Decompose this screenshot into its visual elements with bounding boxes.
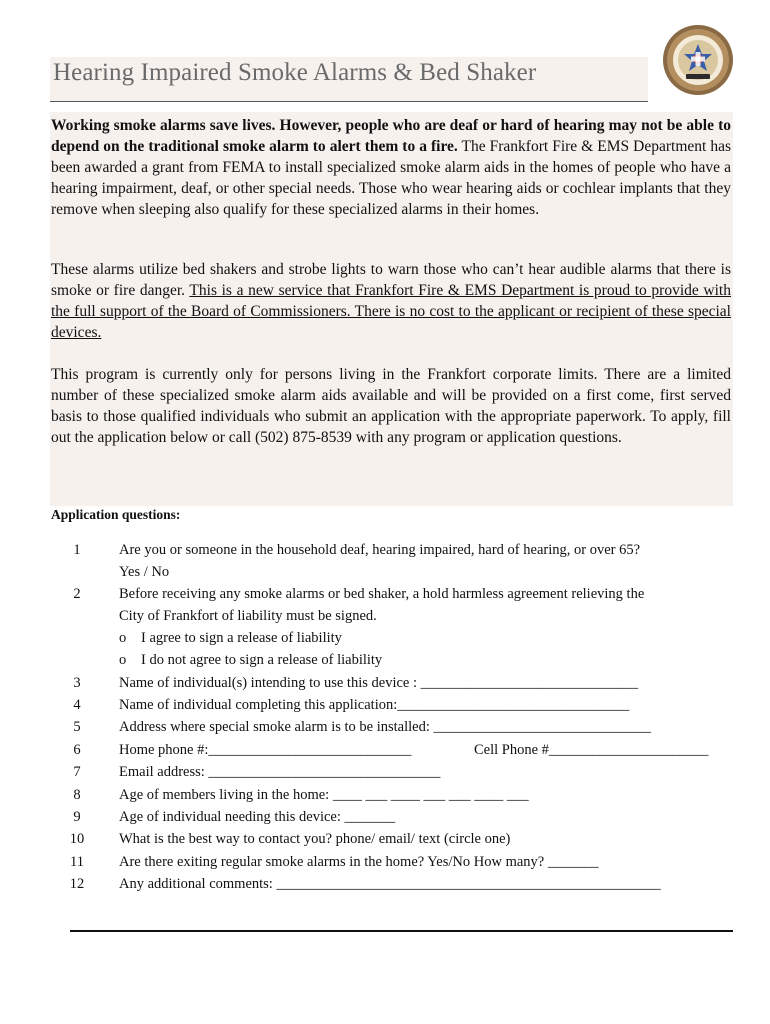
question-number: 2 xyxy=(73,586,81,602)
question-number: 1 xyxy=(73,542,81,558)
question-text: What is the best way to contact you? phone/ email/ text (circle one) xyxy=(119,831,511,847)
intro-paragraph-1-text: The Frankfort Fire & EMS Department has been awarded a grant from FEMA to install specialized smoke alarm aids in the homes of people who have a hearing impairment, deaf, or other special needs. Those who wear hearing aids or cochlear implants that they remove when sleeping also qualify for these specialized alarms in their homes. xyxy=(51,137,731,218)
cell-phone-field: Cell Phone #______________________ xyxy=(474,742,709,758)
question-text: Are you or someone in the household deaf, hearing impaired, hard of hearing, or over 65? xyxy=(119,542,641,558)
option-bullet: o xyxy=(119,630,127,646)
fire-department-seal-logo xyxy=(662,24,734,96)
question-number: 7 xyxy=(73,764,81,780)
question-text: Are there exiting regular smoke alarms in the home? Yes/No How many? _______ xyxy=(119,854,599,870)
question-text: Address where special smoke alarm is to be installed: ______________________________ xyxy=(119,719,651,735)
question-answer-line: Yes / No xyxy=(119,564,170,580)
question-text: Age of individual needing this device: _______ xyxy=(119,809,396,825)
question-text: Before receiving any smoke alarms or bed shaker, a hold harmless agreement relieving the xyxy=(119,586,645,602)
question-number: 4 xyxy=(73,697,81,713)
intro-paragraph-2-underlined: This is a new service that Frankfort Fire & EMS Department is proud to provide with the full support of the Board of Commissioners. There is no cost to the applicant or recipient of these special devices. xyxy=(51,281,731,341)
question-number: 12 xyxy=(69,876,85,892)
question-text: Any additional comments: _____________________________________________________ xyxy=(119,876,661,892)
option-agree: I agree to sign a release of liability xyxy=(141,630,342,646)
option-disagree: I do not agree to sign a release of liability xyxy=(141,652,383,668)
intro-paragraph-3: This program is currently only for persons living in the Frankfort corporate limits. There are a limited number of these specialized smoke alarm aids available and will be provided on a first come, first served basis to those qualified individuals who submit an application with the appropriate paperwork. To apply, fill out the application below or call (502) 875-8539 with any program or application questions. xyxy=(51,366,731,446)
intro-paragraph-2 xyxy=(51,260,731,344)
question-number: 5 xyxy=(73,719,81,735)
question-number: 6 xyxy=(73,742,81,758)
question-number: 8 xyxy=(73,787,81,803)
bottom-divider xyxy=(70,930,733,932)
question-text: Email address: ________________________________ xyxy=(119,764,441,780)
question-text: Age of members living in the home: ____ ___ ____ ___ ___ ____ ___ xyxy=(119,787,529,803)
intro-paragraph-1 xyxy=(51,116,731,221)
question-number: 9 xyxy=(73,809,81,825)
question-number: 3 xyxy=(73,675,81,691)
question-text: Home phone #:____________________________ xyxy=(119,742,412,758)
question-text: Name of individual(s) intending to use this device : ______________________________ xyxy=(119,675,639,691)
application-heading: Application questions: xyxy=(51,507,181,522)
question-text: Name of individual completing this application:________________________________ xyxy=(119,697,630,713)
intro-paragraph-1-bold: Working smoke alarms save lives. However, people who are deaf or hard of hearing may not be able to depend on the traditional smoke alarm to alert them to a fire. xyxy=(51,117,731,155)
intro-paragraph-2-text: These alarms utilize bed shakers and strobe lights to warn those who can’t hear audible alarms that there is smoke or fire danger. xyxy=(51,261,731,299)
page-title: Hearing Impaired Smoke Alarms & Bed Shaker xyxy=(53,59,537,86)
question-number: 10 xyxy=(69,831,85,847)
question-number: 11 xyxy=(70,854,84,870)
option-bullet: o xyxy=(119,652,127,668)
title-block xyxy=(50,57,648,102)
question-text-continued: City of Frankfort of liability must be signed. xyxy=(119,608,377,624)
